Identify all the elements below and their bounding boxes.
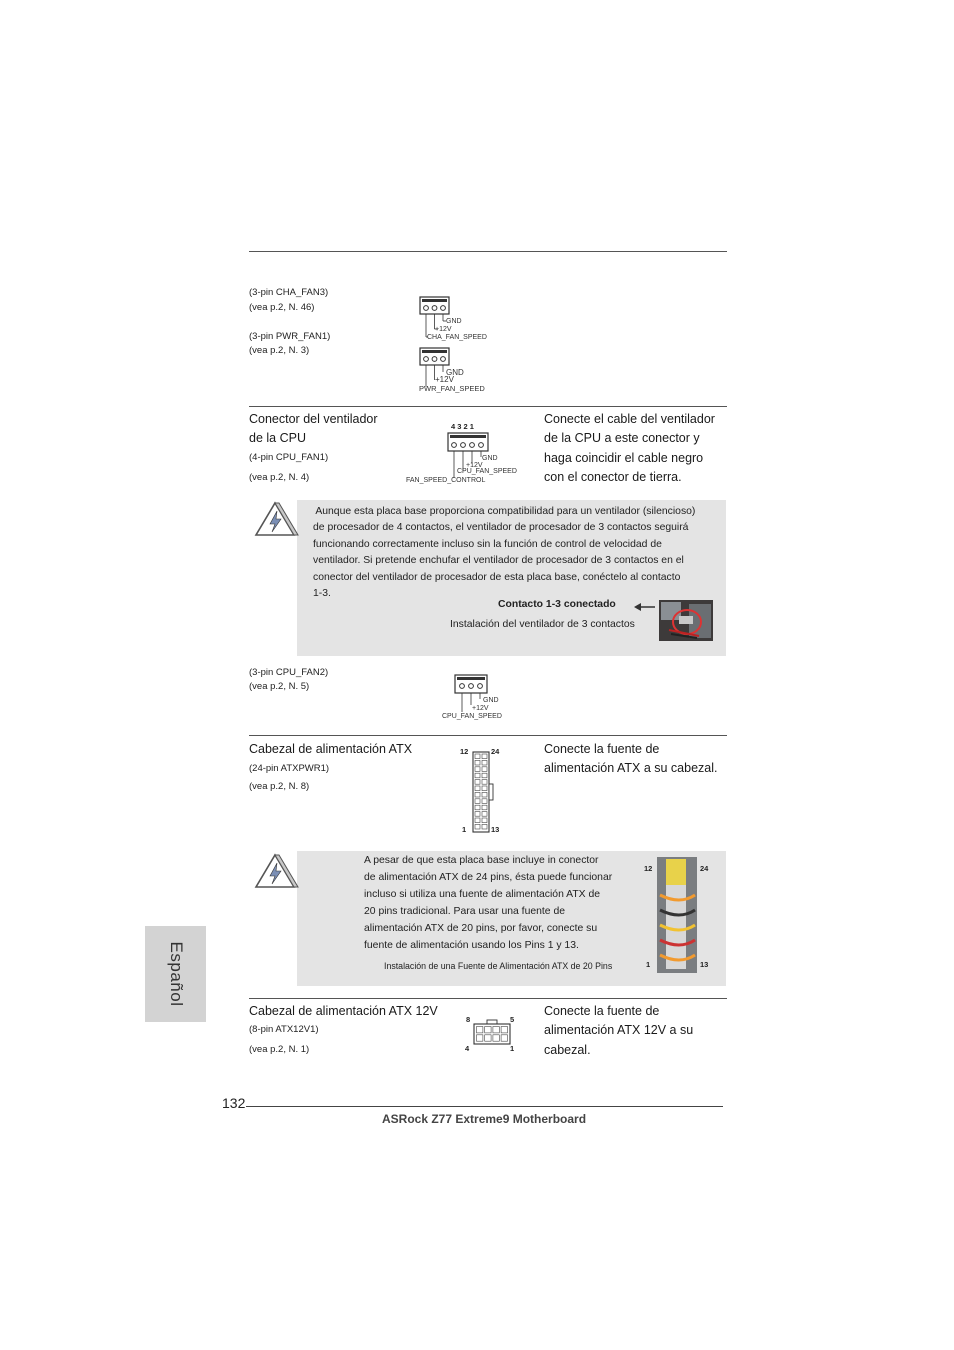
divider-cpu-fan1	[249, 406, 727, 407]
note-atx-line-6: fuente de alimentación usando los Pins 1 y 13.	[364, 940, 579, 951]
cpu-fan2-ref: (vea p.2, N. 5)	[249, 681, 310, 692]
atx-20pin-photo	[640, 855, 716, 975]
note-cpu-fan-line-3: funcionando correctamente incluso sin la función de control de velocidad de	[313, 539, 662, 550]
cha-fan3-pin-12v: +12V	[435, 326, 452, 333]
footer-rule	[246, 1106, 723, 1107]
fan-install-photo	[659, 600, 713, 641]
pwr-fan1-ref: (vea p.2, N. 3)	[249, 345, 310, 356]
cpu-fan1-pin-gnd: GND	[482, 455, 498, 462]
atx12v-pin-4: 4	[465, 1044, 470, 1053]
atx-pin	[475, 818, 480, 823]
atx-title: Cabezal de alimentación ATX	[249, 742, 413, 756]
cpu-fan2-pin-speed: CPU_FAN_SPEED	[442, 713, 502, 720]
note-cpu-fan-line-5: conector del ventilador de procesador de esta placa base, conéctelo al contacto	[313, 572, 681, 583]
note-atx-line-1: A pesar de que esta placa base incluye in conector	[364, 855, 599, 866]
atx-ref: (vea p.2, N. 8)	[249, 781, 310, 792]
note-cpu-fan-line-6: 1-3.	[313, 588, 331, 599]
atx12v-pin	[477, 1035, 483, 1041]
atx-pin	[475, 780, 480, 785]
cha-fan3-diagram	[415, 294, 505, 344]
footer-product: ASRock Z77 Extreme9 Motherboard	[382, 1112, 587, 1126]
pwr-fan1-pin-12v: +12V	[435, 375, 454, 384]
atx-pin	[475, 824, 480, 829]
divider-atx	[249, 735, 727, 736]
cha-fan3-pin-gnd: GND	[446, 318, 462, 325]
atx12v-desc-1: Conecte la fuente de	[544, 1004, 660, 1018]
note-atx-line-4: 20 pins tradicional. Para usar una fuente de	[364, 906, 566, 917]
cpu-fan1-diagram	[403, 418, 523, 488]
cpu-fan1-pin-speed: CPU_FAN_SPEED	[457, 468, 517, 475]
cha-fan3-label: (3-pin CHA_FAN3)	[249, 287, 329, 298]
atx-pin	[482, 754, 487, 759]
atx12v-pin	[485, 1027, 491, 1033]
photo-pin-13: 13	[700, 960, 709, 969]
note-atx-caption: Instalación de una Fuente de Alimentación ATX de 20 Pins	[384, 961, 613, 971]
atx12v-pin-1: 1	[510, 1044, 515, 1053]
cpu-fan1-label: (4-pin CPU_FAN1)	[249, 452, 329, 463]
atx-desc-2: alimentación ATX a su cabezal.	[544, 761, 718, 775]
cha-fan3-ref: (vea p.2, N. 46)	[249, 302, 315, 313]
atx-pin	[475, 773, 480, 778]
atx-pin	[475, 805, 480, 810]
cpu-fan1-title-2: de la CPU	[249, 431, 306, 445]
atx12v-pin	[501, 1027, 507, 1033]
language-tab	[145, 926, 206, 1022]
note-atx-line-3: incluso si utiliza una fuente de alimentación ATX de	[364, 889, 601, 900]
atx-pin	[482, 786, 487, 791]
atx12v-pin	[493, 1035, 499, 1041]
atx12v-ref: (vea p.2, N. 1)	[249, 1044, 310, 1055]
atx-pin	[482, 780, 487, 785]
atx12v-pin	[477, 1027, 483, 1033]
note-cpu-fan-line-4: ventilador. Si pretende enchufar el ventilador de procesador de 3 contactos en el	[313, 555, 684, 566]
atx12v-title: Cabezal de alimentación ATX 12V	[249, 1004, 438, 1018]
atx12v-desc-3: cabezal.	[544, 1043, 591, 1057]
cha-fan3-pin-speed: CHA_FAN_SPEED	[427, 334, 487, 341]
warning-icon	[253, 850, 301, 892]
atx12v-pin-5: 5	[510, 1015, 515, 1024]
pwr-fan1-pin-gnd: GND	[446, 368, 464, 377]
atx-pin-24: 24	[491, 747, 500, 756]
atx-pin	[482, 799, 487, 804]
atx-pin	[475, 786, 480, 791]
language-tab-label: Español	[166, 941, 186, 1007]
cpu-fan1-desc-1: Conecte el cable del ventilador	[544, 412, 715, 426]
atx-pin-13: 13	[491, 825, 500, 834]
top-divider	[249, 251, 727, 252]
note-atx-line-2: de alimentación ATX de 24 pins, ésta puede funcionar	[364, 872, 613, 883]
photo-pin-1: 1	[646, 960, 651, 969]
pwr-fan1-diagram	[415, 345, 505, 395]
atx12v-pin	[501, 1035, 507, 1041]
cpu-fan2-pin-gnd: GND	[483, 697, 499, 704]
atx12v-pin-8: 8	[466, 1015, 471, 1024]
note-cpu-fan-caption-bold: Contacto 1-3 conectado	[498, 599, 616, 610]
atx-pin	[482, 824, 487, 829]
atx-desc-1: Conecte la fuente de	[544, 742, 660, 756]
page-number: 132	[222, 1095, 246, 1111]
note-cpu-fan-line-1: Aunque esta placa base proporciona compatibilidad para un ventilador (silencioso)	[313, 506, 696, 517]
atx-24pin-diagram	[455, 742, 505, 838]
note-atx-line-5: alimentación ATX de 20 pins, por favor, conecte su	[364, 923, 598, 934]
note-cpu-fan-line-2: de procesador de 4 contactos, el ventilador de procesador de 3 contactos seguirá	[313, 522, 689, 533]
divider-atx12v	[249, 998, 727, 999]
atx12v-desc-2: alimentación ATX 12V a su	[544, 1023, 694, 1037]
atx-pin	[482, 818, 487, 823]
cpu-fan2-diagram	[438, 672, 518, 722]
atx-pin	[482, 767, 487, 772]
cpu-fan1-desc-3: haga coincidir el cable negro	[544, 451, 704, 465]
atx-pin	[475, 767, 480, 772]
atx-pin	[482, 812, 487, 817]
atx12v-label: (8-pin ATX12V1)	[249, 1024, 319, 1035]
cpu-fan2-label: (3-pin CPU_FAN2)	[249, 667, 329, 678]
atx-pin	[475, 792, 480, 797]
cpu-fan1-desc-2: de la CPU a este conector y	[544, 431, 700, 445]
atx12v-8pin-diagram	[460, 1012, 520, 1058]
warning-icon	[253, 498, 301, 540]
atx12v-pin	[493, 1027, 499, 1033]
atx-label: (24-pin ATXPWR1)	[249, 763, 330, 774]
atx-pin	[482, 792, 487, 797]
arrow-left-icon	[633, 601, 657, 613]
atx12v-pin	[485, 1035, 491, 1041]
atx-pin	[475, 799, 480, 804]
pwr-fan1-pin-speed: PWR_FAN_SPEED	[419, 384, 485, 393]
note-cpu-fan-caption: Instalación del ventilador de 3 contactos	[450, 619, 635, 630]
atx-pin	[482, 805, 487, 810]
atx-pin	[482, 773, 487, 778]
cpu-fan1-pin-numbers: 4 3 2 1	[451, 422, 474, 431]
atx-pin	[482, 760, 487, 765]
cpu-fan1-desc-4: con el conector de tierra.	[544, 470, 682, 484]
atx-pin-12: 12	[460, 747, 469, 756]
photo-pin-24: 24	[700, 864, 709, 873]
cpu-fan2-pin-12v: +12V	[472, 705, 489, 712]
atx-pin	[475, 760, 480, 765]
atx-pin	[475, 754, 480, 759]
cpu-fan1-pin-12v: +12V	[466, 462, 483, 469]
cpu-fan1-title-1: Conector del ventilador	[249, 412, 378, 426]
photo-pin-12: 12	[644, 864, 653, 873]
cpu-fan1-pin-control: FAN_SPEED_CONTROL	[406, 477, 486, 484]
pwr-fan1-label: (3-pin PWR_FAN1)	[249, 331, 331, 342]
atx-pin	[475, 812, 480, 817]
cpu-fan1-ref: (vea p.2, N. 4)	[249, 472, 310, 483]
atx-pin-1: 1	[462, 825, 467, 834]
